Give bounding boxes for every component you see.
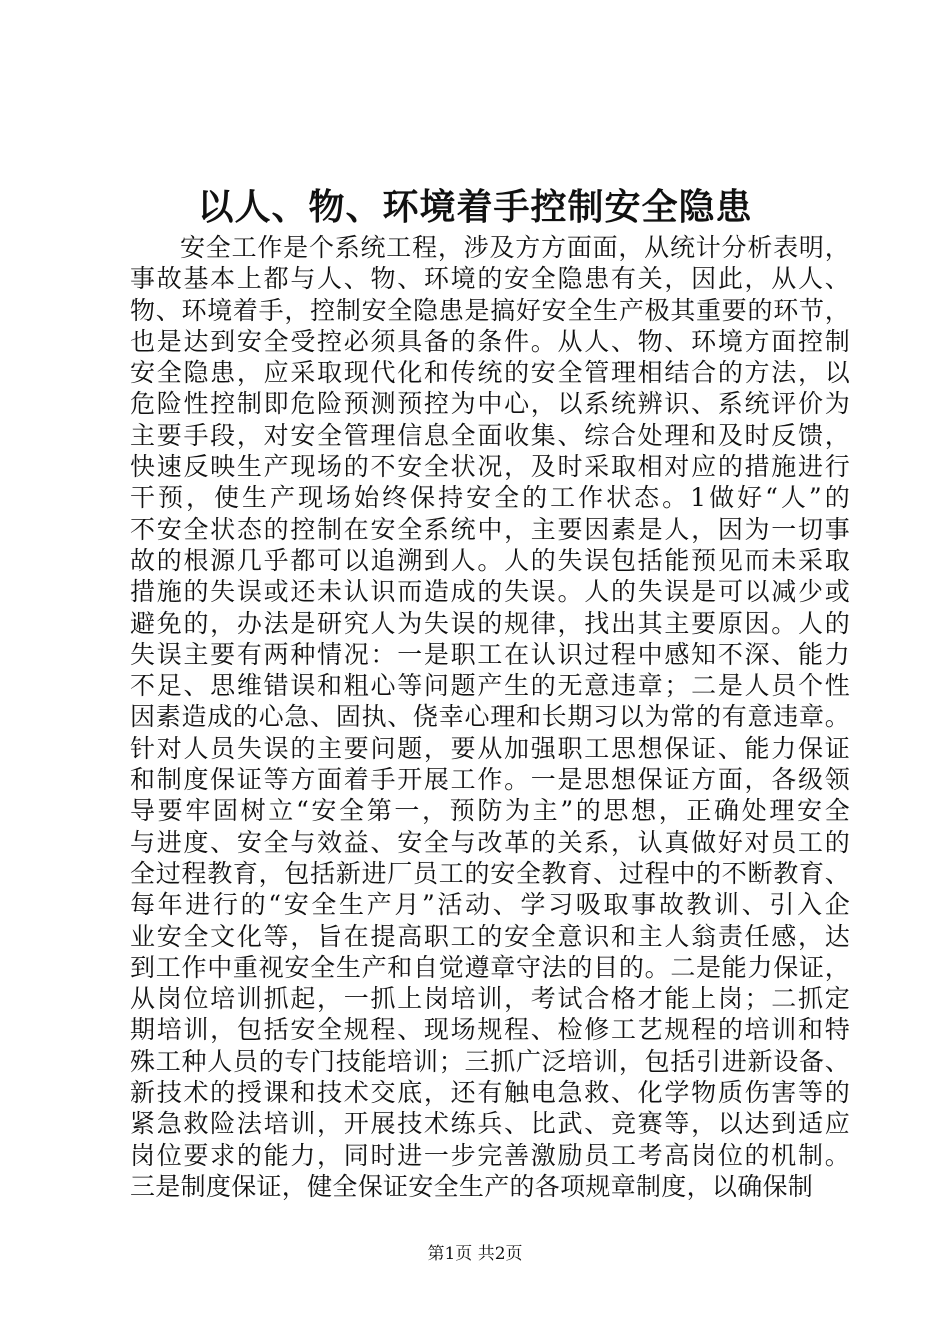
body-line: 和制度保证等方面着手开展工作。一是思想保证方面，各级领 bbox=[130, 765, 850, 795]
document-title: 以人、物、环境着手控制安全隐患 bbox=[197, 186, 753, 228]
body-line: 每年进行的“安全生产月”活动、学习吸取事故教训、引入企 bbox=[130, 890, 850, 920]
body-line: 业安全文化等，旨在提高职工的安全意识和主人翁责任感，达 bbox=[130, 921, 850, 951]
body-line: 事故基本上都与人、物、环境的安全隐患有关，因此，从人、 bbox=[130, 264, 850, 294]
body-line: 与进度、安全与效益、安全与改革的关系，认真做好对员工的 bbox=[130, 827, 850, 857]
body-line: 导要牢固树立“安全第一，预防为主”的思想，正确处理安全 bbox=[130, 796, 850, 826]
body-line: 快速反映生产现场的不安全状况，及时采取相对应的措施进行 bbox=[130, 452, 850, 482]
body-line: 安全工作是个系统工程，涉及方方面面，从统计分析表明， bbox=[180, 233, 850, 262]
body-line: 因素造成的心急、固执、侥幸心理和长期习以为常的有意违章。 bbox=[130, 702, 850, 732]
body-line: 三是制度保证，健全保证安全生产的各项规章制度，以确保制 bbox=[130, 1171, 814, 1201]
body-line: 紧急救险法培训，开展技术练兵、比武、竞赛等，以达到适应 bbox=[130, 1109, 850, 1139]
body-line: 危险性控制即危险预测预控为中心，以系统辨识、系统评价为 bbox=[130, 389, 850, 419]
body-line: 故的根源几乎都可以追溯到人。人的失误包括能预见而未采取 bbox=[130, 545, 850, 575]
body-line: 针对人员失误的主要问题，要从加强职工思想保证、能力保证 bbox=[130, 733, 850, 763]
body-line: 安全隐患，应采取现代化和传统的安全管理相结合的方法，以 bbox=[130, 358, 850, 388]
body-line: 殊工种人员的专门技能培训；三抓广泛培训，包括引进新设备、 bbox=[130, 1046, 850, 1076]
body-line: 也是达到安全受控必须具备的条件。从人、物、环境方面控制 bbox=[130, 326, 850, 356]
body-line: 从岗位培训抓起，一抓上岗培训，考试合格才能上岗；二抓定 bbox=[130, 984, 850, 1014]
body-line: 到工作中重视安全生产和自觉遵章守法的目的。二是能力保证， bbox=[130, 952, 850, 982]
document-body bbox=[130, 232, 850, 1202]
body-line: 期培训，包括安全规程、现场规程、检修工艺规程的培训和特 bbox=[130, 1015, 850, 1045]
body-line: 不安全状态的控制在安全系统中，主要因素是人，因为一切事 bbox=[130, 514, 850, 544]
body-line: 新技术的授课和技术交底，还有触电急救、化学物质伤害等的 bbox=[130, 1078, 850, 1108]
body-line: 岗位要求的能力，同时进一步完善激励员工考高岗位的机制。 bbox=[130, 1140, 850, 1170]
body-line: 全过程教育，包括新进厂员工的安全教育、过程中的不断教育、 bbox=[130, 858, 850, 888]
body-line: 不足、思维错误和粗心等问题产生的无意违章；二是人员个性 bbox=[130, 671, 850, 701]
body-line: 物、环境着手，控制安全隐患是搞好安全生产极其重要的环节， bbox=[130, 295, 850, 325]
body-line: 主要手段，对安全管理信息全面收集、综合处理和及时反馈， bbox=[130, 420, 850, 450]
body-line: 失误主要有两种情况：一是职工在认识过程中感知不深、能力 bbox=[130, 639, 850, 669]
page-number-footer: 第1页 共2页 bbox=[427, 1244, 523, 1264]
body-line: 避免的，办法是研究人为失误的规律，找出其主要原因。人的 bbox=[130, 608, 850, 638]
body-line: 干预，使生产现场始终保持安全的工作状态。1做好“人”的 bbox=[130, 483, 850, 513]
body-line: 措施的失误或还未认识而造成的失误。人的失误是可以减少或 bbox=[130, 577, 850, 607]
